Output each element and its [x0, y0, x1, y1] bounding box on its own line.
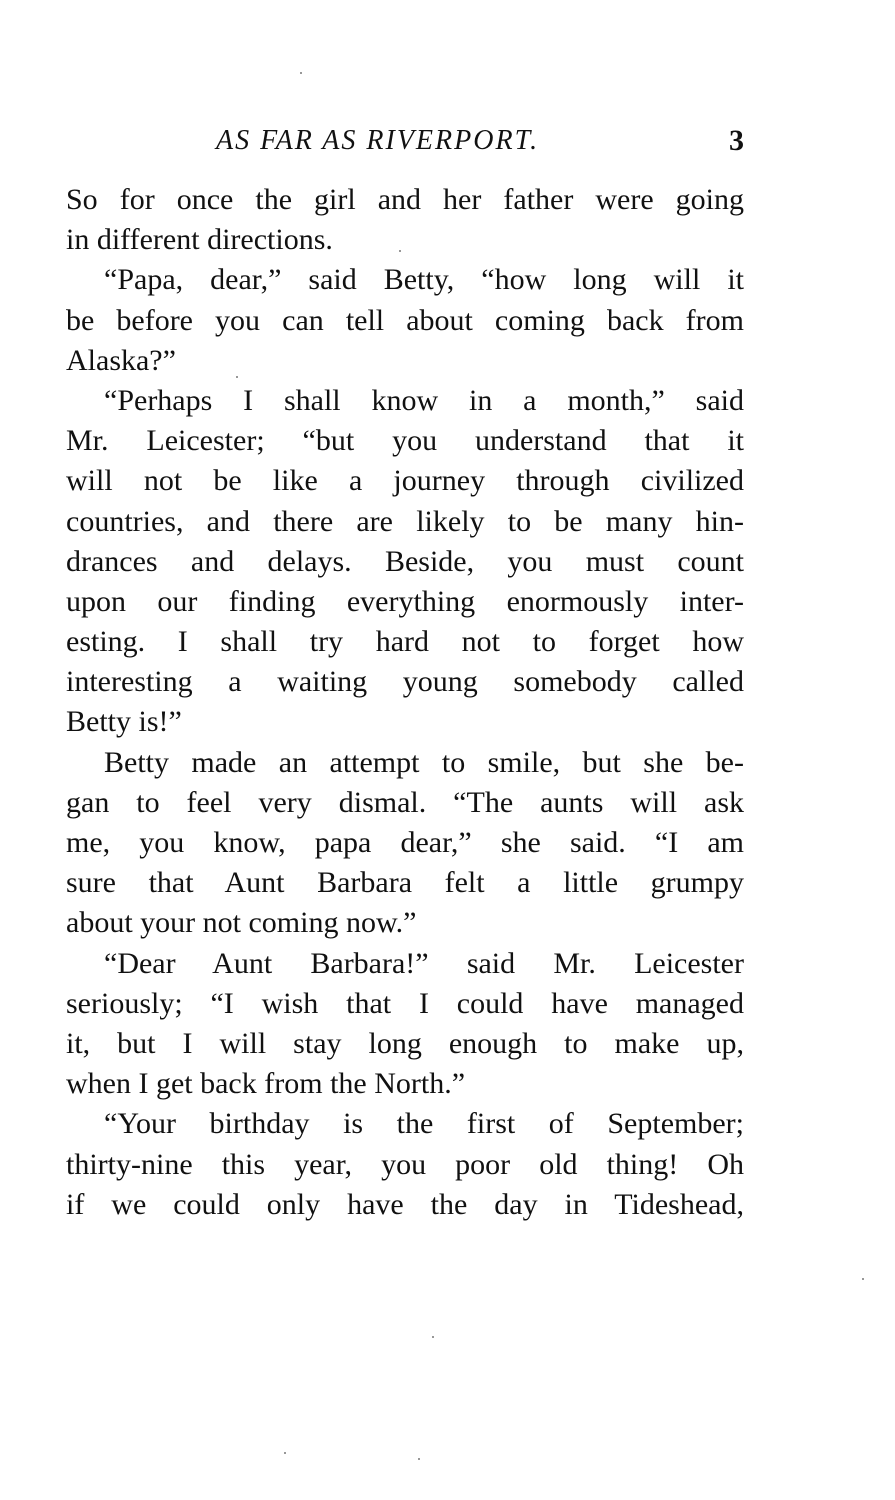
text-line: “Papa, dear,” said Betty, “how long will it — [104, 263, 744, 297]
text-line: countries, and there are likely to be many hin- — [66, 504, 744, 538]
page-number: 3 — [729, 124, 744, 157]
text-line: Betty made an attempt to smile, but she be- — [104, 745, 744, 779]
text-line: thirty-nine this year, you poor old thing! Oh — [66, 1147, 744, 1181]
text-line: about your not coming now.” — [66, 906, 417, 940]
running-title: AS FAR AS RIVERPORT. — [216, 125, 540, 156]
running-head — [66, 118, 744, 164]
text-line: Mr. Leicester; “but you understand that it — [66, 424, 744, 458]
text-line: upon our finding everything enormously inter- — [66, 584, 744, 618]
scan-speck — [284, 1452, 286, 1454]
text-line: will not be like a journey through civilized — [66, 464, 744, 498]
text-line: it, but I will stay long enough to make up, — [66, 1026, 744, 1060]
scan-speck — [236, 376, 238, 378]
text-line: interesting a waiting young somebody called — [66, 665, 744, 699]
scan-speck — [300, 72, 302, 74]
scan-speck — [418, 1458, 420, 1460]
text-line: esting. I shall try hard not to forget how — [66, 625, 744, 659]
text-line: So for once the girl and her father were going — [66, 183, 744, 216]
text-line: “Perhaps I shall know in a month,” said — [104, 383, 744, 417]
text-line: when I get back from the North.” — [66, 1067, 466, 1101]
text-line: be before you can tell about coming back from — [66, 303, 744, 337]
scan-speck — [399, 250, 401, 252]
scan-speck — [862, 1278, 864, 1280]
text-line: “Dear Aunt Barbara!” said Mr. Leicester — [104, 946, 744, 980]
text-line: Alaska?” — [66, 343, 176, 377]
text-line: drances and delays. Beside, you must count — [66, 544, 744, 578]
text-line: sure that Aunt Barbara felt a little grumpy — [66, 866, 744, 900]
text-line: gan to feel very dismal. “The aunts will ask — [66, 785, 744, 819]
scan-speck — [432, 1336, 434, 1338]
text-line: Betty is!” — [66, 705, 182, 739]
body-text — [66, 180, 744, 1225]
text-line: in different directions. — [66, 223, 333, 257]
text-line: “Your birthday is the first of September; — [104, 1107, 744, 1141]
text-line: me, you know, papa dear,” she said. “I am — [66, 826, 744, 859]
text-line: seriously; “I wish that I could have managed — [66, 986, 744, 1020]
text-line: if we could only have the day in Tideshead, — [66, 1187, 744, 1221]
